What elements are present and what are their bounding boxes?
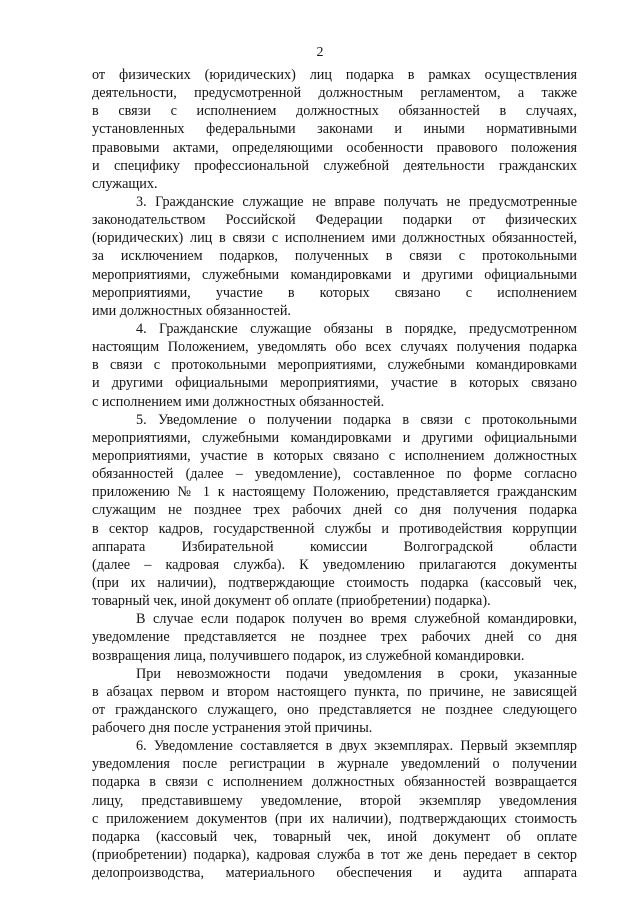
text-line: законодательством Российской Федерации подарки от физических: [92, 212, 577, 229]
text-line: уведомления после регистрации в журнале уведомлений о получении: [92, 756, 577, 773]
text-line: возвращения лица, получившего подарок, из служебной командировки.: [92, 647, 525, 664]
text-line: установленных федеральными законами и иными нормативными: [92, 121, 577, 138]
text-line: и другими официальными мероприятиями, участие в которых связано: [92, 375, 577, 392]
text-line: с приложением документов (при их наличии), подтверждающих стоимость: [92, 810, 577, 827]
text-line: подарка в связи с исполнением должностных обязанностей возвращается: [92, 774, 577, 791]
text-line: товарный чек, иной документ об оплате (приобретении) подарка).: [92, 593, 491, 610]
text-line: в связи с исполнением должностных обязанностей в случаях,: [92, 103, 577, 120]
text-line: обязанностей (далее – уведомление), составленное по форме согласно: [92, 466, 577, 483]
text-line: правовыми актами, определяющими особенности правового положения: [92, 139, 577, 156]
text-line: в сектор кадров, государственной службы и противодействия коррупции: [92, 520, 577, 537]
text-line: деятельности, предусмотренной должностным регламентом, а также: [92, 85, 577, 102]
text-line: от физических (юридических) лиц подарка в рамках осуществления: [92, 67, 577, 83]
text-line: служащим не позднее трех рабочих дней со дня получения подарка: [92, 502, 577, 519]
document-body: [92, 66, 577, 882]
text-line: за исключением подарков, полученных в связи с протокольными: [92, 248, 577, 265]
text-line: аппарата Избирательной комиссии Волгоградской области: [92, 538, 577, 555]
text-line: от гражданского служащего, оно представляется не позднее следующего: [92, 701, 577, 718]
text-line: делопроизводства, материального обеспечения и аудита аппарата: [92, 865, 577, 882]
text-line: лицу, представившему уведомление, второй экземпляр уведомления: [92, 792, 577, 809]
text-line: подарка (кассовый чек, товарный чек, иной документ об оплате: [92, 828, 577, 845]
text-line: 3. Гражданские служащие не вправе получать не предусмотренные: [136, 193, 577, 210]
text-line: (юридических) лиц в связи с исполнением ими должностных обязанностей,: [92, 230, 577, 247]
text-line: с исполнением ими должностных обязанностей.: [92, 393, 385, 410]
text-line: рабочего дня после устранения этой причины.: [92, 720, 373, 737]
text-line: в связи с протокольными мероприятиями, служебными командировками: [92, 357, 577, 374]
text-line: приложению № 1 к настоящему Положению, представляется гражданским: [92, 484, 577, 501]
text-line: настоящим Положением, уведомлять обо всех случаях получения подарка: [92, 339, 577, 356]
text-line: уведомление представляется не позднее трех рабочих дней со дня: [92, 629, 577, 646]
text-line: 4. Гражданские служащие обязаны в порядке, предусмотренном: [136, 320, 577, 337]
text-line: мероприятиями, участие в которых связано с исполнением должностных: [92, 447, 577, 464]
text-line: (при их наличии), подтверждающие стоимость подарка (кассовый чек,: [92, 574, 577, 591]
text-line: мероприятиями, служебными командировками и другими официальными: [92, 429, 577, 446]
text-line: мероприятиями, участие в которых связано с исполнением: [92, 284, 577, 301]
text-line: в абзацах первом и втором настоящего пункта, по причине, не зависящей: [92, 683, 577, 700]
text-line: (приобретении) подарка), кадровая служба в тот же день передает в сектор: [92, 847, 577, 864]
page-number: 2: [316, 45, 324, 60]
text-line: В случае если подарок получен во время служебной командировки,: [136, 611, 577, 628]
text-line: ими должностных обязанностей.: [92, 302, 291, 319]
text-line: служащих.: [92, 175, 158, 192]
text-line: мероприятиями, служебными командировками и другими официальными: [92, 266, 577, 283]
text-line: 5. Уведомление о получении подарка в связи с протокольными: [136, 411, 577, 428]
text-line: 6. Уведомление составляется в двух экземплярах. Первый экземпляр: [136, 738, 577, 755]
text-line: и специфику профессиональной служебной деятельности гражданских: [92, 157, 577, 174]
text-line: При невозможности подачи уведомления в сроки, указанные: [136, 665, 577, 682]
text-line: (далее – кадровая служба). К уведомлению прилагаются документы: [92, 556, 577, 573]
